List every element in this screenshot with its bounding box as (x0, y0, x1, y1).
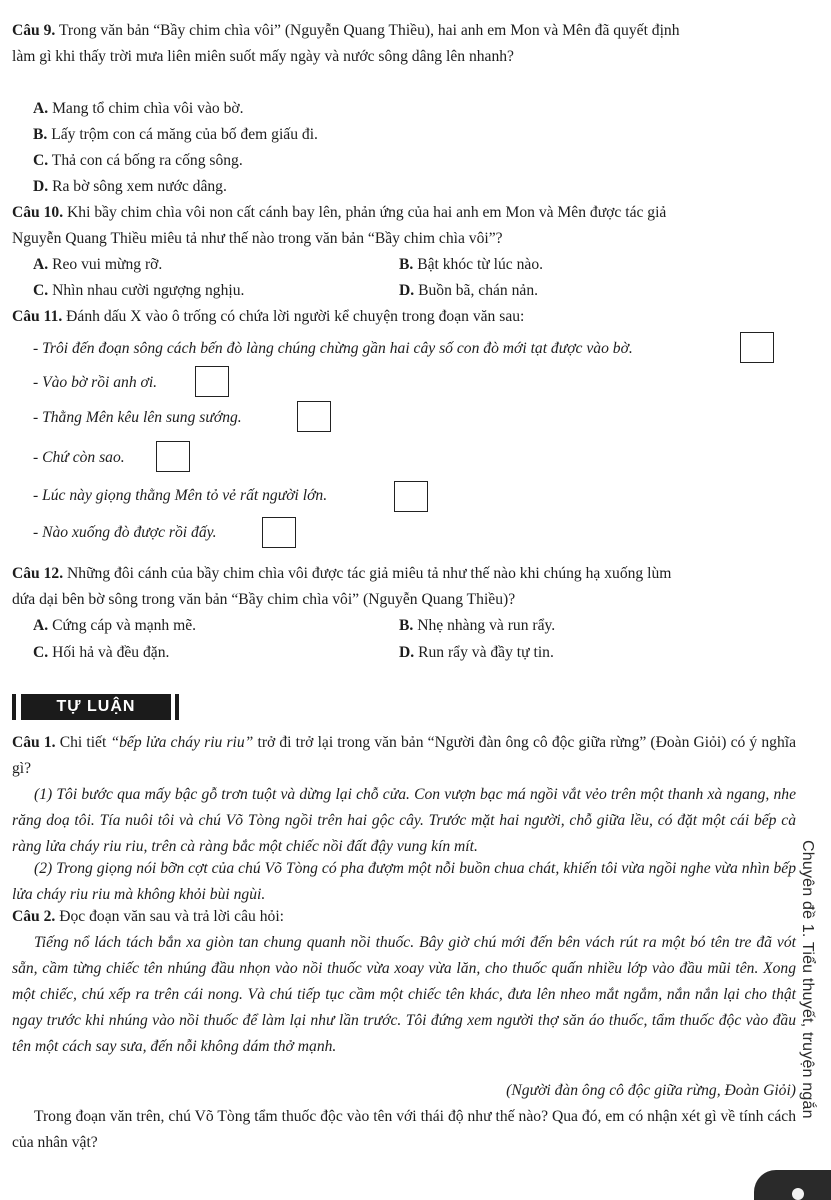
q9-option-a[interactable] (33, 96, 244, 122)
q9-option-d[interactable] (33, 174, 227, 200)
question-10 (12, 200, 802, 252)
section-bar-left (12, 694, 16, 720)
essay-1-post: trở đi trở lại trong văn bản “Người đàn ông cô độc giữa rừng” (Đoàn Giỏi) có ý nghĩa gì? (12, 734, 797, 777)
essay-question-1 (12, 730, 796, 782)
essay-2-passage: Tiếng nổ lách tách bắn xa giòn tan chung quanh nồi thuốc. Bây giờ chú mới đến bên vách rút ra một bó tên tre đã vót sẵn, cầm từng chiếc tên nhúng đầu nhọn vào nồi thuốc vừa xoay vừa lăn, cho thuốc quấn nhiều lớp vào đầu mũi tên. Xong một chiếc, chú xếp ra trên cái nong. Và chú tiếp tục cầm một chiếc tên khác, đưa lên nheo mắt ngắm, nắn nắn lại cho thật ngay trước khi nhúng vào nồi thuốc để làm lại như lần trước. Tôi đứng xem người thợ săn áo thuốc, tẩm thuốc độc vào đầu tên một cách say sưa, đến nỗi không dám thở mạnh. (12, 934, 796, 1055)
question-12 (12, 561, 802, 613)
question-10-text-1: Khi bầy chim chìa vôi non cất cánh bay lên, phản ứng của hai anh em Mon và Mên được tác giả (63, 204, 667, 221)
essay-1-quote: “bếp lửa cháy riu riu” (110, 734, 254, 751)
q11-checkbox-5[interactable] (394, 481, 428, 512)
option-key: C. (33, 152, 49, 169)
option-text: Nhẹ nhàng và run rẩy. (413, 617, 556, 634)
q10-option-b[interactable] (399, 252, 543, 278)
section-header (12, 694, 176, 720)
q11-line-6: - Nào xuống đò được rồi đấy. (33, 524, 217, 541)
q11-checkbox-6[interactable] (262, 517, 296, 548)
option-text: Hối hả và đều đặn. (48, 644, 170, 661)
q12-option-a[interactable] (33, 613, 196, 639)
essay-2-label: Câu 2. (12, 908, 56, 925)
question-9-text-2: làm gì khi thấy trời mưa liên miên suốt mấy ngày và nước sông dâng lên nhanh? (12, 48, 514, 65)
q11-line-3: - Thằng Mên kêu lên sung sướng. (33, 409, 242, 426)
question-9-label: Câu 9. (12, 22, 56, 39)
q11-line-4: - Chứ còn sao. (33, 449, 125, 466)
option-key: A. (33, 617, 49, 634)
question-12-text-1: Những đôi cánh của bầy chim chìa vôi được tác giả miêu tả như thế nào khi chúng hạ xuống lùm (63, 565, 672, 582)
q10-option-c[interactable] (33, 278, 244, 304)
option-text: Mang tổ chim chìa vôi vào bờ. (48, 100, 244, 117)
q11-line-2: - Vào bờ rồi anh ơi. (33, 374, 158, 391)
section-bar-right (175, 694, 179, 720)
essay-1-pre: Chi tiết (55, 734, 111, 751)
section-title: TỰ LUẬN (21, 694, 171, 720)
essay-1-excerpt-1: (1) Tôi bước qua mấy bậc gỗ trơn tuột và dừng lại chỗ cửa. Con vượn bạc má ngồi vắt vẻo trên một thanh xà ngang, nhe răng doạ tôi. Tía nuôi tôi và chú Võ Tòng ngồi trên hai gộc cây. Trước mặt hai người, chỗ giữa lều, có đặt một cái bếp cà ràng lửa cháy riu riu, trên cà ràng bắc một chiếc nồi đất đậy vung kín mít. (12, 786, 796, 855)
option-text: Ra bờ sông xem nước dâng. (48, 178, 227, 195)
essay-1-label: Câu 1. (12, 734, 56, 751)
essay-2-text: Đọc đoạn văn sau và trả lời câu hỏi: (55, 908, 284, 925)
q12-option-b[interactable] (399, 613, 555, 639)
option-key: C. (33, 282, 49, 299)
q9-option-c[interactable] (33, 148, 243, 174)
q12-option-d[interactable] (399, 640, 554, 666)
question-10-text-2: Nguyễn Quang Thiều miêu tả như thế nào trong văn bản “Bầy chim chìa vôi”? (12, 230, 503, 247)
question-12-label: Câu 12. (12, 565, 64, 582)
option-text: Lấy trộm con cá măng của bố đem giấu đi. (47, 126, 318, 143)
chapter-sidebar (800, 840, 820, 1160)
q11-line-5: - Lúc này giọng thằng Mên tỏ vẻ rất người lớn. (33, 487, 328, 504)
question-11-label: Câu 11. (12, 308, 63, 325)
option-text: Reo vui mừng rỡ. (48, 256, 163, 273)
option-key: A. (33, 256, 49, 273)
question-9-text-1: Trong văn bản “Bầy chim chìa vôi” (Nguyễn Quang Thiều), hai anh em Mon và Mên đã quyết định (55, 22, 680, 39)
option-key: B. (399, 617, 414, 634)
option-key: B. (33, 126, 48, 143)
q11-checkbox-3[interactable] (297, 401, 331, 432)
option-key: B. (399, 256, 414, 273)
question-10-label: Câu 10. (12, 204, 64, 221)
option-text: Nhìn nhau cười ngượng nghịu. (48, 282, 245, 299)
option-key: C. (33, 644, 49, 661)
q10-option-a[interactable] (33, 252, 162, 278)
q11-line-1: - Trôi đến đoạn sông cách bến đò làng chúng chừng gần hai cây số con đò mới tạt được vào bờ. (33, 340, 633, 357)
q11-checkbox-1[interactable] (740, 332, 774, 363)
page-corner-dot (792, 1188, 804, 1200)
option-key: D. (399, 644, 415, 661)
essay-question-2 (12, 904, 796, 930)
option-text: Bật khóc từ lúc nào. (413, 256, 544, 273)
option-text: Buồn bã, chán nản. (414, 282, 539, 299)
q10-option-d[interactable] (399, 278, 538, 304)
option-key: A. (33, 100, 49, 117)
question-12-text-2: dứa dại bên bờ sông trong văn bản “Bầy chim chìa vôi” (Nguyễn Quang Thiều)? (12, 591, 516, 608)
option-text: Cứng cáp và mạnh mẽ. (48, 617, 197, 634)
option-text: Run rẩy và đầy tự tin. (414, 644, 554, 661)
essay-2-question: Trong đoạn văn trên, chú Võ Tòng tẩm thuốc độc vào tên với thái độ như thế nào? Qua đó, em có nhận xét gì về tính cách của nhân vật? (12, 1108, 796, 1151)
question-9 (12, 18, 802, 70)
essay-1-excerpt-2: (2) Trong giọng nói bỡn cợt của chú Võ Tòng có pha đượm một nỗi buồn chua chát, khiến tôi vừa ngồi nghe vừa nhìn bếp lửa cháy riu riu mà không khỏi bùi ngùi. (12, 860, 796, 903)
q11-checkbox-4[interactable] (156, 441, 190, 472)
question-11-text: Đánh dấu X vào ô trống có chứa lời người kể chuyện trong đoạn văn sau: (62, 308, 525, 325)
q11-checkbox-2[interactable] (195, 366, 229, 397)
option-key: D. (399, 282, 415, 299)
q9-option-b[interactable] (33, 122, 318, 148)
q12-option-c[interactable] (33, 640, 169, 666)
option-key: D. (33, 178, 49, 195)
option-text: Thả con cá bống ra cống sông. (48, 152, 243, 169)
chapter-title: Chuyên đề 1. Tiểu thuyết, truyện ngắn (799, 840, 816, 1119)
essay-2-source: (Người đàn ông cô độc giữa rừng, Đoàn Giỏi) (506, 1082, 796, 1099)
question-11 (12, 304, 802, 330)
